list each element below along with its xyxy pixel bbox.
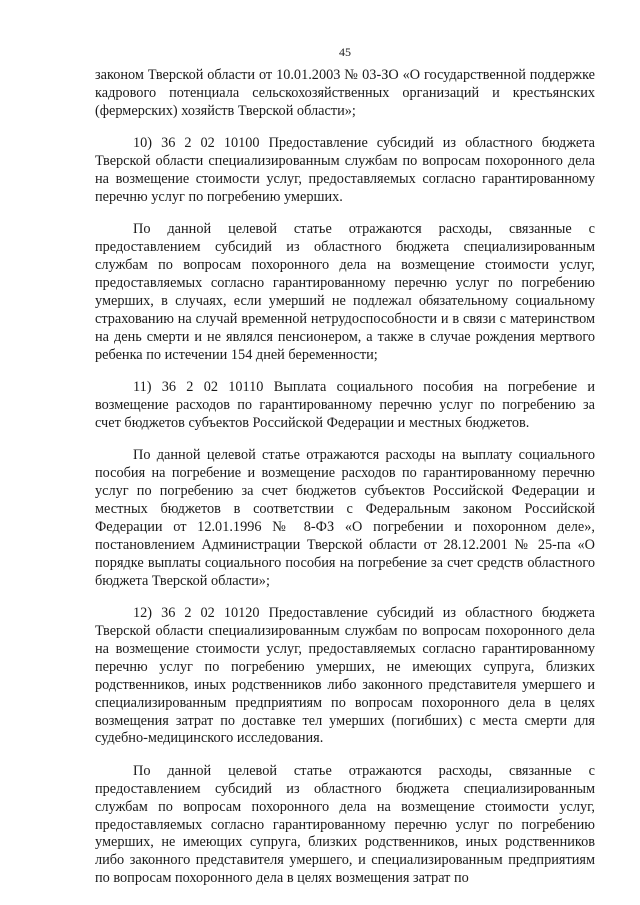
document-body [95, 67, 595, 888]
page-number: 45 [339, 45, 351, 59]
document-page [95, 0, 595, 905]
paragraph-item-11-description: По данной целевой статье отражаются расходы на выплату социального пособия на погребение и возмещение расходов по гарантированному перечню услуг по погребению за счет бюджетов субъектов Российской Федерации и местных бюджетов в соответствии с Федеральным законом Российской Федерации от 12.01.1996 № 8-ФЗ «О погребении и похоронном деле», постановлением Администрации Тверской области от 28.12.2001 № 25-па «О порядке выплаты социального пособия на погребение за счет средств областного бюджета Тверской области»; [95, 447, 595, 589]
paragraph-item-10-description: По данной целевой статье отражаются расходы, связанные с предоставлением субсидий из областного бюджета специализированным службам по вопросам похоронного дела на возмещение стоимости услуг, предоставляемых согласно гарантированному перечню услуг по погребению умерших, в случаях, если умерший не подлежал обязательному социальному страхованию на случай временной нетрудоспособности и в связи с материнством на день смерти и не являлся пенсионером, а также в случае рождения мертвого ребенка по истечении 154 дней беременности; [95, 221, 595, 363]
paragraph-continuation: законом Тверской области от 10.01.2003 № 03-ЗО «О государственной поддержке кадрового потенциала сельскохозяйственных организаций и крестьянских (фермерских) хозяйств Тверской области»; [95, 67, 595, 119]
paragraph-item-12-heading: 12) 36 2 02 10120 Предоставление субсидий из областного бюджета Тверской области специализированным службам по вопросам похоронного дела на возмещение стоимости услуг, предоставляемых согласно гарантированному перечню услуг по погребению умерших, не имеющих супруга, близких родственников, иных родственников либо законного представителя умершего и специализированным предприятиям по вопросам похоронного дела в целях возмещения затрат по доставке тел умерших (погибших) с места смерти для судебно-медицинского исследования. [95, 605, 595, 747]
paragraph-item-10-heading: 10) 36 2 02 10100 Предоставление субсидий из областного бюджета Тверской области специализированным службам по вопросам похоронного дела на возмещение стоимости услуг, предоставляемых согласно гарантированному перечню услуг по погребению умерших. [95, 135, 595, 205]
paragraph-item-12-description: По данной целевой статье отражаются расходы, связанные с предоставлением субсидий из областного бюджета специализированным службам по вопросам похоронного дела на возмещение стоимости услуг, предоставляемых согласно гарантированному перечню услуг по погребению умерших, не имеющих супруга, близких родственников, иных родственников либо законного представителя умершего, и специализированным предприятиям по вопросам похоронного дела в целях возмещения затрат по [95, 762, 595, 887]
paragraph-item-11-heading: 11) 36 2 02 10110 Выплата социального пособия на погребение и возмещение расходов по гарантированному перечню услуг по погребению за счет бюджетов субъектов Российской Федерации и местных бюджетов. [95, 379, 595, 431]
